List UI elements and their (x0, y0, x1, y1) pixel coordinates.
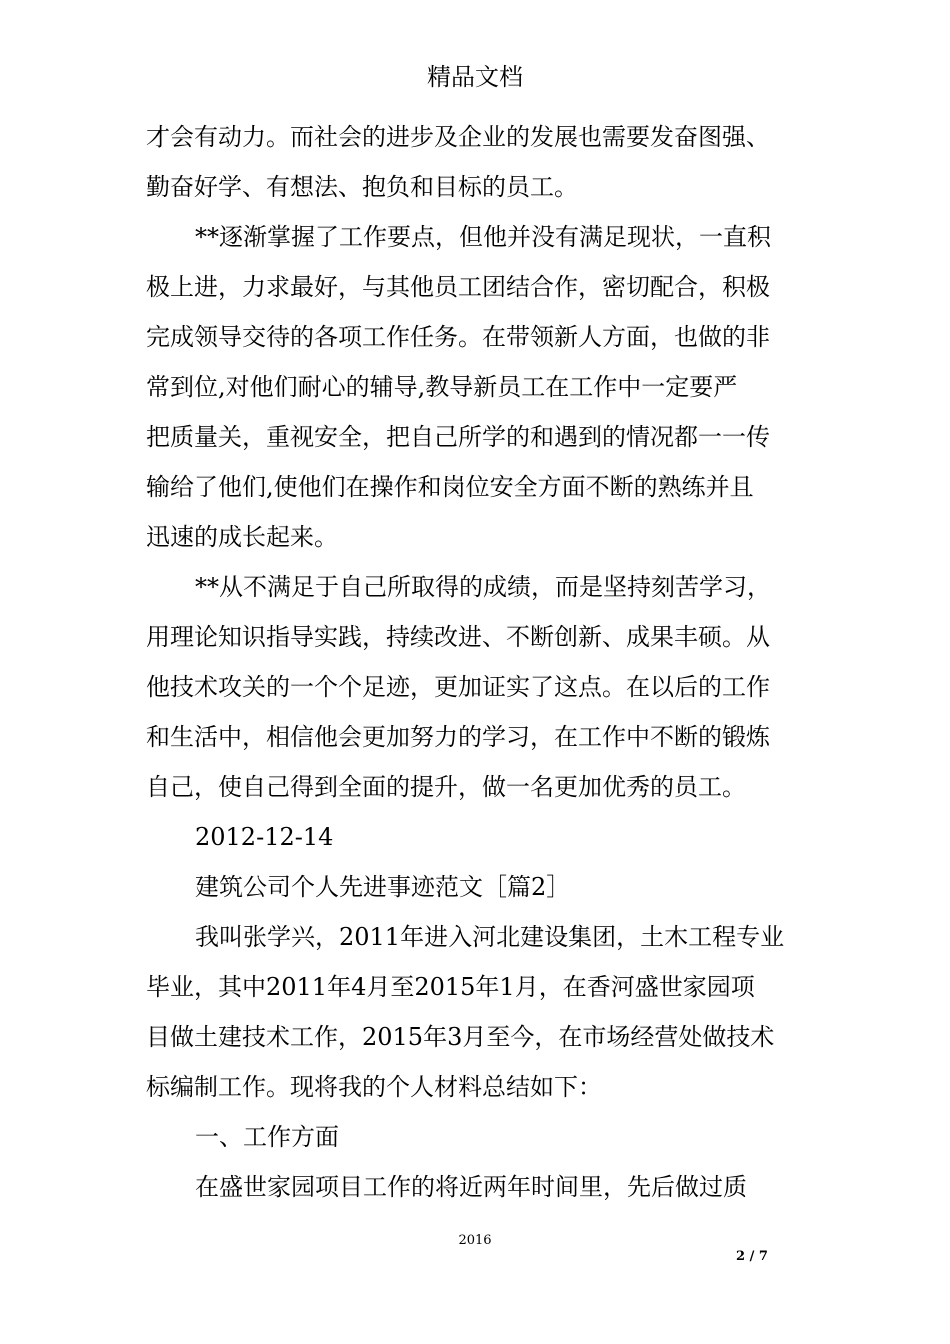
text-line: 毕业，其中2011年4月至2015年1月，在香河盛世家园项 (146, 973, 755, 1001)
text-line: 和生活中，相信他会更加努力的学习，在工作中不断的锻炼 (146, 723, 770, 751)
text-line: 才会有动力。而社会的进步及企业的发展也需要发奋图强、 (146, 123, 770, 151)
page-header: 精品文档 (427, 63, 523, 91)
paragraph-start-line: **从不满足于自己所取得的成绩，而是坚持刻苦学习， (195, 573, 771, 601)
text-line: 勤奋好学、有想法、抱负和目标的员工。 (146, 173, 578, 201)
page-number: 2 / 7 (736, 1249, 768, 1264)
paragraph-start-line: 我叫张学兴，2011年进入河北建设集团，土木工程专业 (195, 923, 785, 951)
section-heading: 一、工作方面 (195, 1123, 339, 1151)
section-title: 建筑公司个人先进事迹范文［篇2］ (195, 873, 571, 901)
paragraph-start-line: 在盛世家园项目工作的将近两年时间里，先后做过质 (195, 1173, 747, 1201)
text-line: 他技术攻关的一个个足迹，更加证实了这点。在以后的工作 (146, 673, 770, 701)
text-line: 自己，使自己得到全面的提升，做一名更加优秀的员工。 (146, 773, 746, 801)
text-line: 目做土建技术工作，2015年3月至今，在市场经营处做技术 (146, 1023, 775, 1051)
page-footer-year: 2016 (458, 1233, 492, 1248)
document-body (146, 112, 830, 1212)
paragraph-start-line: **逐渐掌握了工作要点，但他并没有满足现状，一直积 (195, 223, 771, 251)
text-line: 标编制工作。现将我的个人材料总结如下： (146, 1073, 602, 1101)
date-line: 2012-12-14 (195, 823, 334, 851)
text-line: 完成领导交待的各项工作任务。在带领新人方面，也做的非 (146, 323, 770, 351)
text-line: 用理论知识指导实践，持续改进、不断创新、成果丰硕。从 (146, 623, 770, 651)
text-line: 极上进，力求最好，与其他员工团结合作，密切配合，积极 (146, 273, 770, 301)
text-line: 迅速的成长起来。 (146, 523, 338, 551)
text-line: 常到位,对他们耐心的辅导,教导新员工在工作中一定要严 (146, 373, 738, 401)
text-line: 把质量关，重视安全，把自己所学的和遇到的情况都一一传 (146, 423, 770, 451)
text-line: 输给了他们,使他们在操作和岗位安全方面不断的熟练并且 (146, 473, 754, 501)
